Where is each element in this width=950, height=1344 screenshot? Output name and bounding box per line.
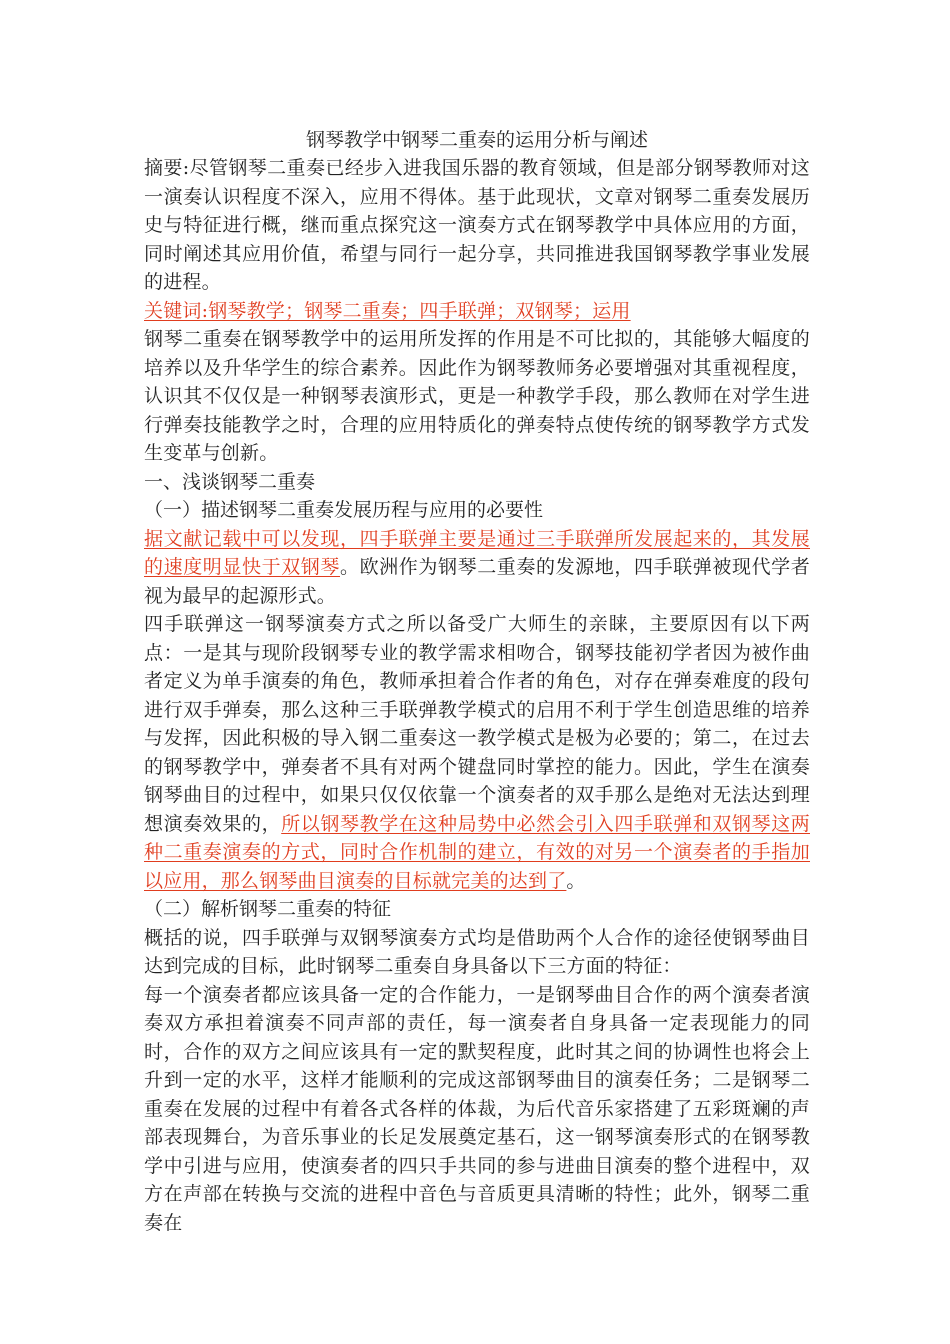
paragraph-text: 。 [566, 869, 586, 892]
intro-paragraph: 钢琴二重奏在钢琴教学中的运用所发挥的作用是不可比拟的，其能够大幅度的培养以及升华学生的综合素养。因此作为钢琴教师务必要增强对其重视程度，认识其不仅仅是一种钢琴表演形式，更是一种教学手段，那么教师在对学生进行弹奏技能教学之时，合理的应用特质化的弹奏特点使传统的钢琴教学方式发生变革与创新。 [144, 328, 810, 464]
summary-paragraph: 概括的说，四手联弹与双钢琴演奏方式均是借助两个人合作的途径使钢琴曲目达到完成的目标，此时钢琴二重奏自身具备以下三方面的特征： [144, 926, 810, 977]
keywords-line: 关键词:钢琴教学；钢琴二重奏；四手联弹；双钢琴；运用 [144, 299, 631, 322]
section-heading-1: 一、浅谈钢琴二重奏 [144, 470, 316, 493]
document-title: 钢琴教学中钢琴二重奏的运用分析与阐述 [305, 129, 648, 151]
highlighted-text: 据文献记载中可以发现，四手联弹主要是通过三手联弹所发展起来的，其发展的速度明显快于双钢琴 [144, 527, 810, 578]
paragraph-text: 四手联弹这一钢琴演奏方式之所以备受广大师生的亲睐，主要原因有以下两点：一是其与现阶段钢琴专业的教学需求相吻合，钢琴技能初学者因为被作曲者定义为单手演奏的角色，教师承担着合作者的角色，对存在弹奏难度的段句进行双手弹奏，那么这种三手联弹教学模式的启用不利于学生创造思维的培养与发挥，因此积极的导入钢二重奏这一教学模式是极为必要的；第二，在过去的钢琴教学中，弹奏者不具有对两个键盘同时掌控的能力。因此，学生在演奏钢琴曲目的过程中，如果只仅仅依靠一个演奏者的双手那么是绝对无法达到理想演奏效果的， [144, 613, 810, 835]
abstract-paragraph: 摘要:尽管钢琴二重奏已经步入进我国乐器的教育领域，但是部分钢琴教师对这一演奏认识程度不深入，应用不得体。基于此现状，文章对钢琴二重奏发展历史与特征进行概，继而重点探究这一演奏方式在钢琴教学中具体应用的方面，同时阐述其应用价值，希望与同行一起分享，共同推进我国钢琴教学事业发展的进程。 [144, 157, 810, 293]
subsection-heading-1: （一）描述钢琴二重奏发展历程与应用的必要性 [144, 499, 544, 521]
paragraph-text: 。欧洲作为钢琴二重奏的发源地，四手联弹被现代学者视为最早的起源形式。 [144, 556, 810, 607]
history-paragraph [144, 525, 810, 611]
features-paragraph: 每一个演奏者都应该具备一定的合作能力，一是钢琴曲目合作的两个演奏者演奏双方承担着演奏不同声部的责任，每一演奏者自身具备一定表现能力的同时，合作的双方之间应该具有一定的默契程度，此时其之间的协调性也将会上升到一定的水平，这样才能顺利的完成这部钢琴曲目的演奏任务；二是钢琴二重奏在发展的过程中有着各式各样的体裁，为后代音乐家搭建了五彩斑斓的声部表现舞台，为音乐事业的长足发展奠定基石，这一钢琴演奏形式的在钢琴教学中引进与应用，使演奏者的四只手共同的参与进曲目演奏的整个进程中，双方在声部在转换与交流的进程中音色与音质更具清晰的特性；此外，钢琴二重奏在 [144, 983, 810, 1234]
four-hands-paragraph [144, 610, 810, 895]
highlighted-text: 所以钢琴教学在这种局势中必然会引入四手联弹和双钢琴这两种二重奏演奏的方式，同时合作机制的建立，有效的对另一个演奏者的手指加以应用，那么钢琴曲目演奏的目标就完美的达到了 [144, 812, 810, 892]
subsection-heading-2: （二）解析钢琴二重奏的特征 [144, 898, 392, 920]
document-page [144, 126, 810, 1237]
